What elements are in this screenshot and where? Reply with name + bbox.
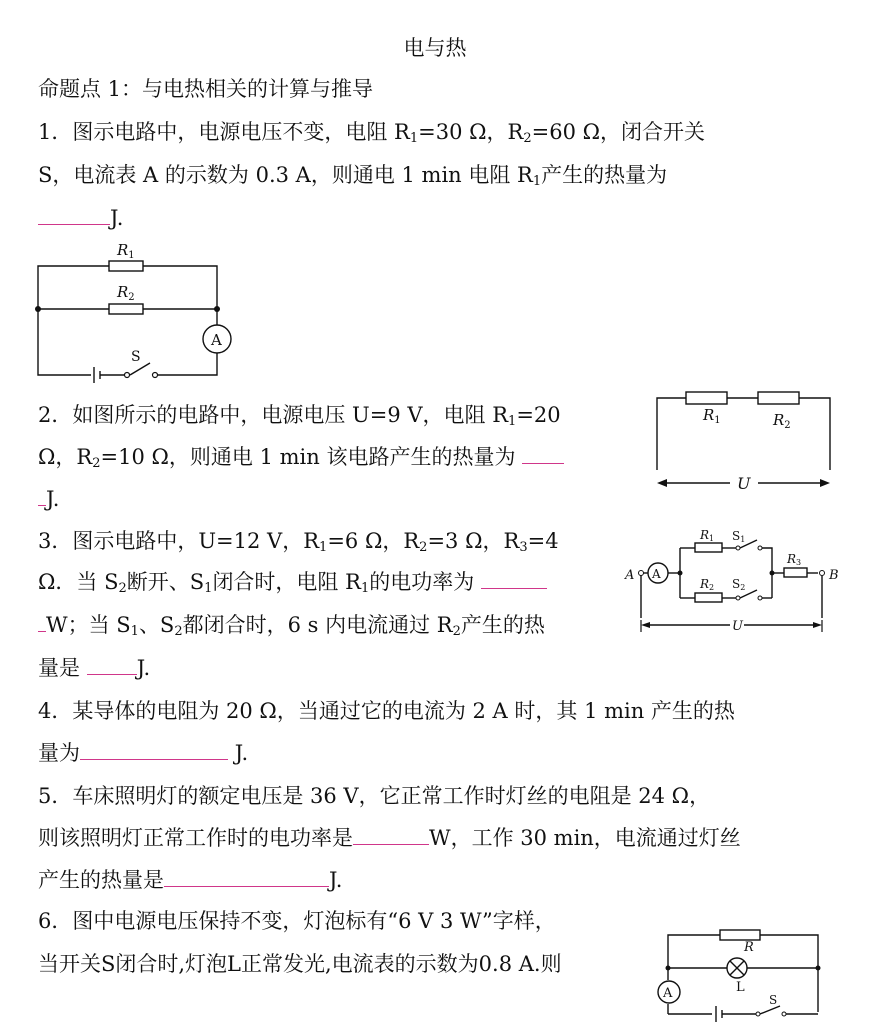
ammeter-icon: A xyxy=(652,567,661,581)
label-B: B xyxy=(829,568,839,583)
q6-line-1: 6．图中电源电压保持不变，灯泡标有“6 V 3 W”字样， xyxy=(38,909,556,933)
q2-line-1: 2．如图所示的电路中，电源电压 U=9 V，电阻 $R_1=20$ xyxy=(38,403,561,429)
section-heading: 命题点 1：与电热相关的计算与推导 xyxy=(38,77,374,101)
q5-line-2: 则该照明灯正常工作时的电功率是 W，工作 30 min，电流通过灯丝 xyxy=(38,826,741,850)
ammeter-icon: A xyxy=(211,331,222,349)
q6-line-2: 当开关S闭合时,灯泡L正常发光,电流表的示数为0.8 A.则 xyxy=(38,952,562,976)
q4-line-1: 4．某导体的电阻为 20 Ω，当通过它的电流为 2 A 时，其 1 min 产生的热 xyxy=(38,699,735,723)
label-U: U xyxy=(732,619,743,634)
label-R2: R2 xyxy=(700,577,715,592)
label-R3: R3 xyxy=(787,552,802,567)
label-R1: R1 xyxy=(700,528,715,543)
label-R2: $R_2$ xyxy=(773,411,791,431)
label-A: A xyxy=(625,568,635,583)
q1-line-2: S，电流表 A 的示数为 0.3 A，则通电 1 min 电阻 $R_1$产生的热量为 xyxy=(38,163,668,189)
label-L: L xyxy=(736,980,745,995)
q5-line-1: 5．车床照明灯的额定电压是 36 V，它正常工作时灯丝的电阻是 24 Ω， xyxy=(38,784,711,808)
label-R2: $R_2$ xyxy=(117,283,135,303)
q3-line-2: Ω．当 $S_2$断开、$S_1$闭合时，电阻 $R_1$的电功率为 xyxy=(38,567,547,604)
label-R: R xyxy=(744,940,754,955)
q3-line-4: 量是 J. xyxy=(38,656,151,680)
q4-line-2: 量为 J. xyxy=(38,741,249,765)
q1-line-1: 1．图示电路中，电源电压不变，电阻 $R_1=30$ Ω，$R_2=60$ Ω，闭合开关 xyxy=(38,120,706,146)
q2-line-2: Ω，$R_2=10$ Ω，则通电 1 min 该电路产生的热量为 xyxy=(38,442,564,479)
label-S1: S1 xyxy=(732,529,746,544)
q3-line-1: 3．图示电路中，U=12 V，$R_1=6$ Ω，$R_2=3$ Ω，$R_3=4$ xyxy=(38,529,559,555)
label-S2: S2 xyxy=(732,577,746,592)
ammeter-icon: A xyxy=(663,986,673,1001)
q3-line-3: W；当 $S_1$、$S_2$都闭合时，6 s 内电流通过 $R_2$产生的热 xyxy=(38,610,545,647)
q1-line-3: J. xyxy=(38,203,123,233)
label-switch-S: S xyxy=(131,349,141,365)
document-title: 电与热 xyxy=(403,36,467,60)
q2-line-3: J. xyxy=(38,484,59,514)
label-R1: $R_1$ xyxy=(703,406,721,426)
label-switch-S: S xyxy=(769,993,778,1007)
label-R1: $R_1$ xyxy=(117,241,135,261)
q5-line-3: 产生的热量是 J. xyxy=(38,868,343,892)
label-U: U xyxy=(737,474,751,493)
